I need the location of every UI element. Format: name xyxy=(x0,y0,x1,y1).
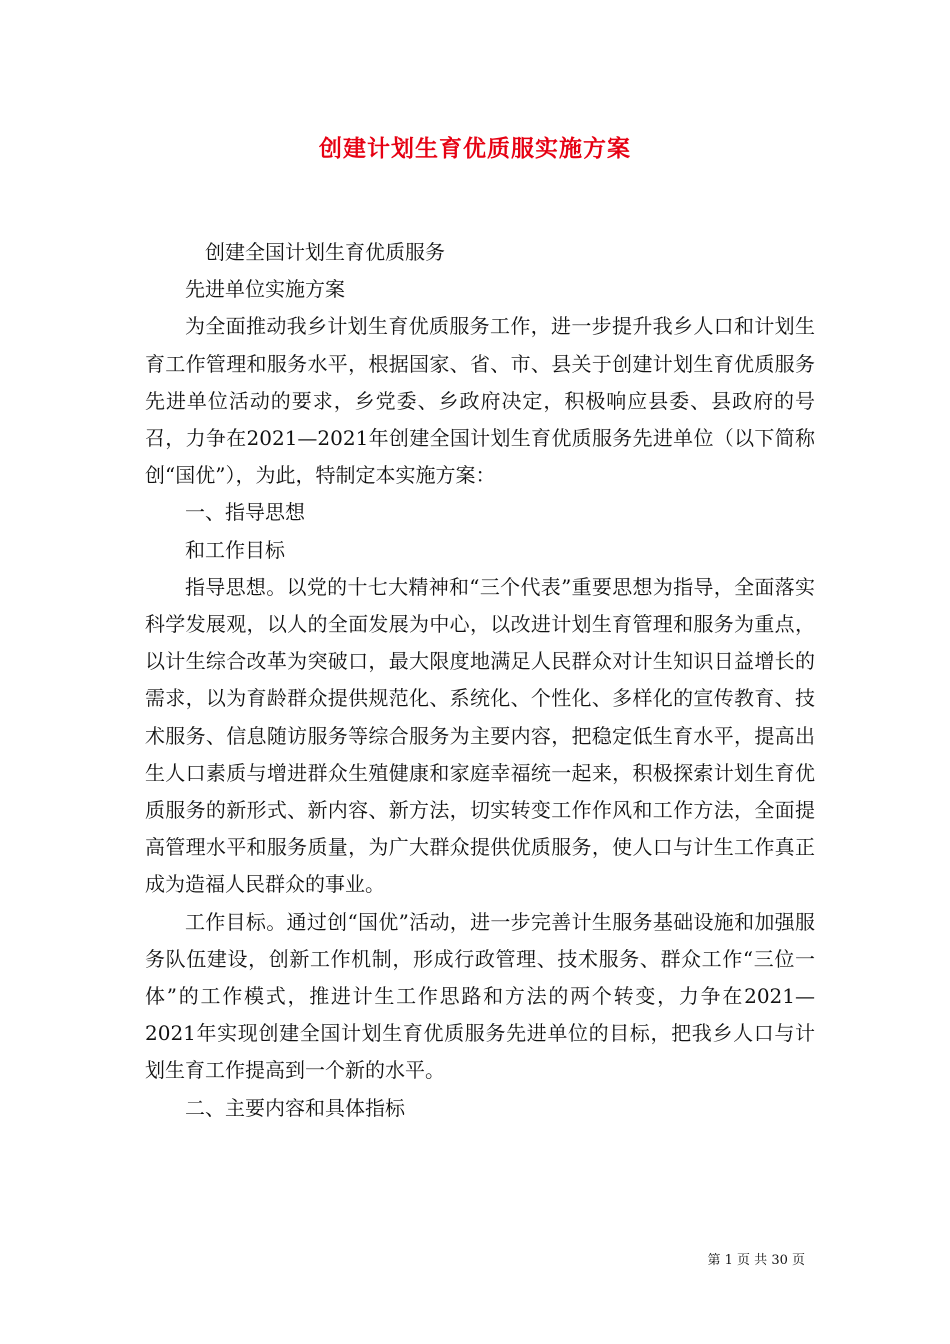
work-goal-paragraph: 工作目标。通过创“国优”活动，进一步完善计生服务基础设施和加强服务队伍建设，创新工作机制，形成行政管理、技术服务、群众工作“三位一体”的工作模式，推进计生工作思路和方法的两个转变，力争在2021—2021年实现创建全国计划生育优质服务先进单位的目标，把我乡人口与计划生育工作提高到一个新的水平。 xyxy=(145,909,815,1083)
subtitle-line-1: 创建全国计划生育优质服务 xyxy=(205,240,445,264)
guiding-thought-paragraph: 指导思想。以党的十七大精神和“三个代表”重要思想为指导，全面落实科学发展观，以人的全面发展为中心，以改进计划生育管理和服务为重点，以计生综合改革为突破口，最大限度地满足人民群众对计生知识日益增长的需求，以为育龄群众提供规范化、系统化、个性化、多样化的宣传教育、技术服务、信息随访服务等综合服务为主要内容，把稳定低生育水平，提高出生人口素质与增进群众生殖健康和家庭幸福统一起来，积极探索计划生育优质服务的新形式、新内容、新方法，切实转变工作作风和工作方法，全面提高管理水平和服务质量，为广大群众提供优质服务，使人口与计生工作真正成为造福人民群众的事业。 xyxy=(145,574,815,897)
page-number: 第 1 页 共 30 页 xyxy=(707,1253,805,1268)
section-heading-1-cont: 和工作目标 xyxy=(185,537,285,562)
document-body xyxy=(145,234,815,1127)
section-heading-2: 二、主要内容和具体指标 xyxy=(185,1095,405,1120)
intro-paragraph: 为全面推动我乡计划生育优质服务工作，进一步提升我乡人口和计划生育工作管理和服务水平，根据国家、省、市、县关于创建计划生育优质服务先进单位活动的要求，乡党委、乡政府决定，积极响应县委、县政府的号召，力争在2021—2021年创建全国计划生育优质服务先进单位（以下简称创“国优”），为此，特制定本实施方案： xyxy=(145,314,815,488)
section-heading-1: 一、指导思想 xyxy=(185,500,305,525)
subtitle-line-2: 先进单位实施方案 xyxy=(185,277,345,302)
document-title: 创建计划生育优质服实施方案 xyxy=(319,135,631,162)
